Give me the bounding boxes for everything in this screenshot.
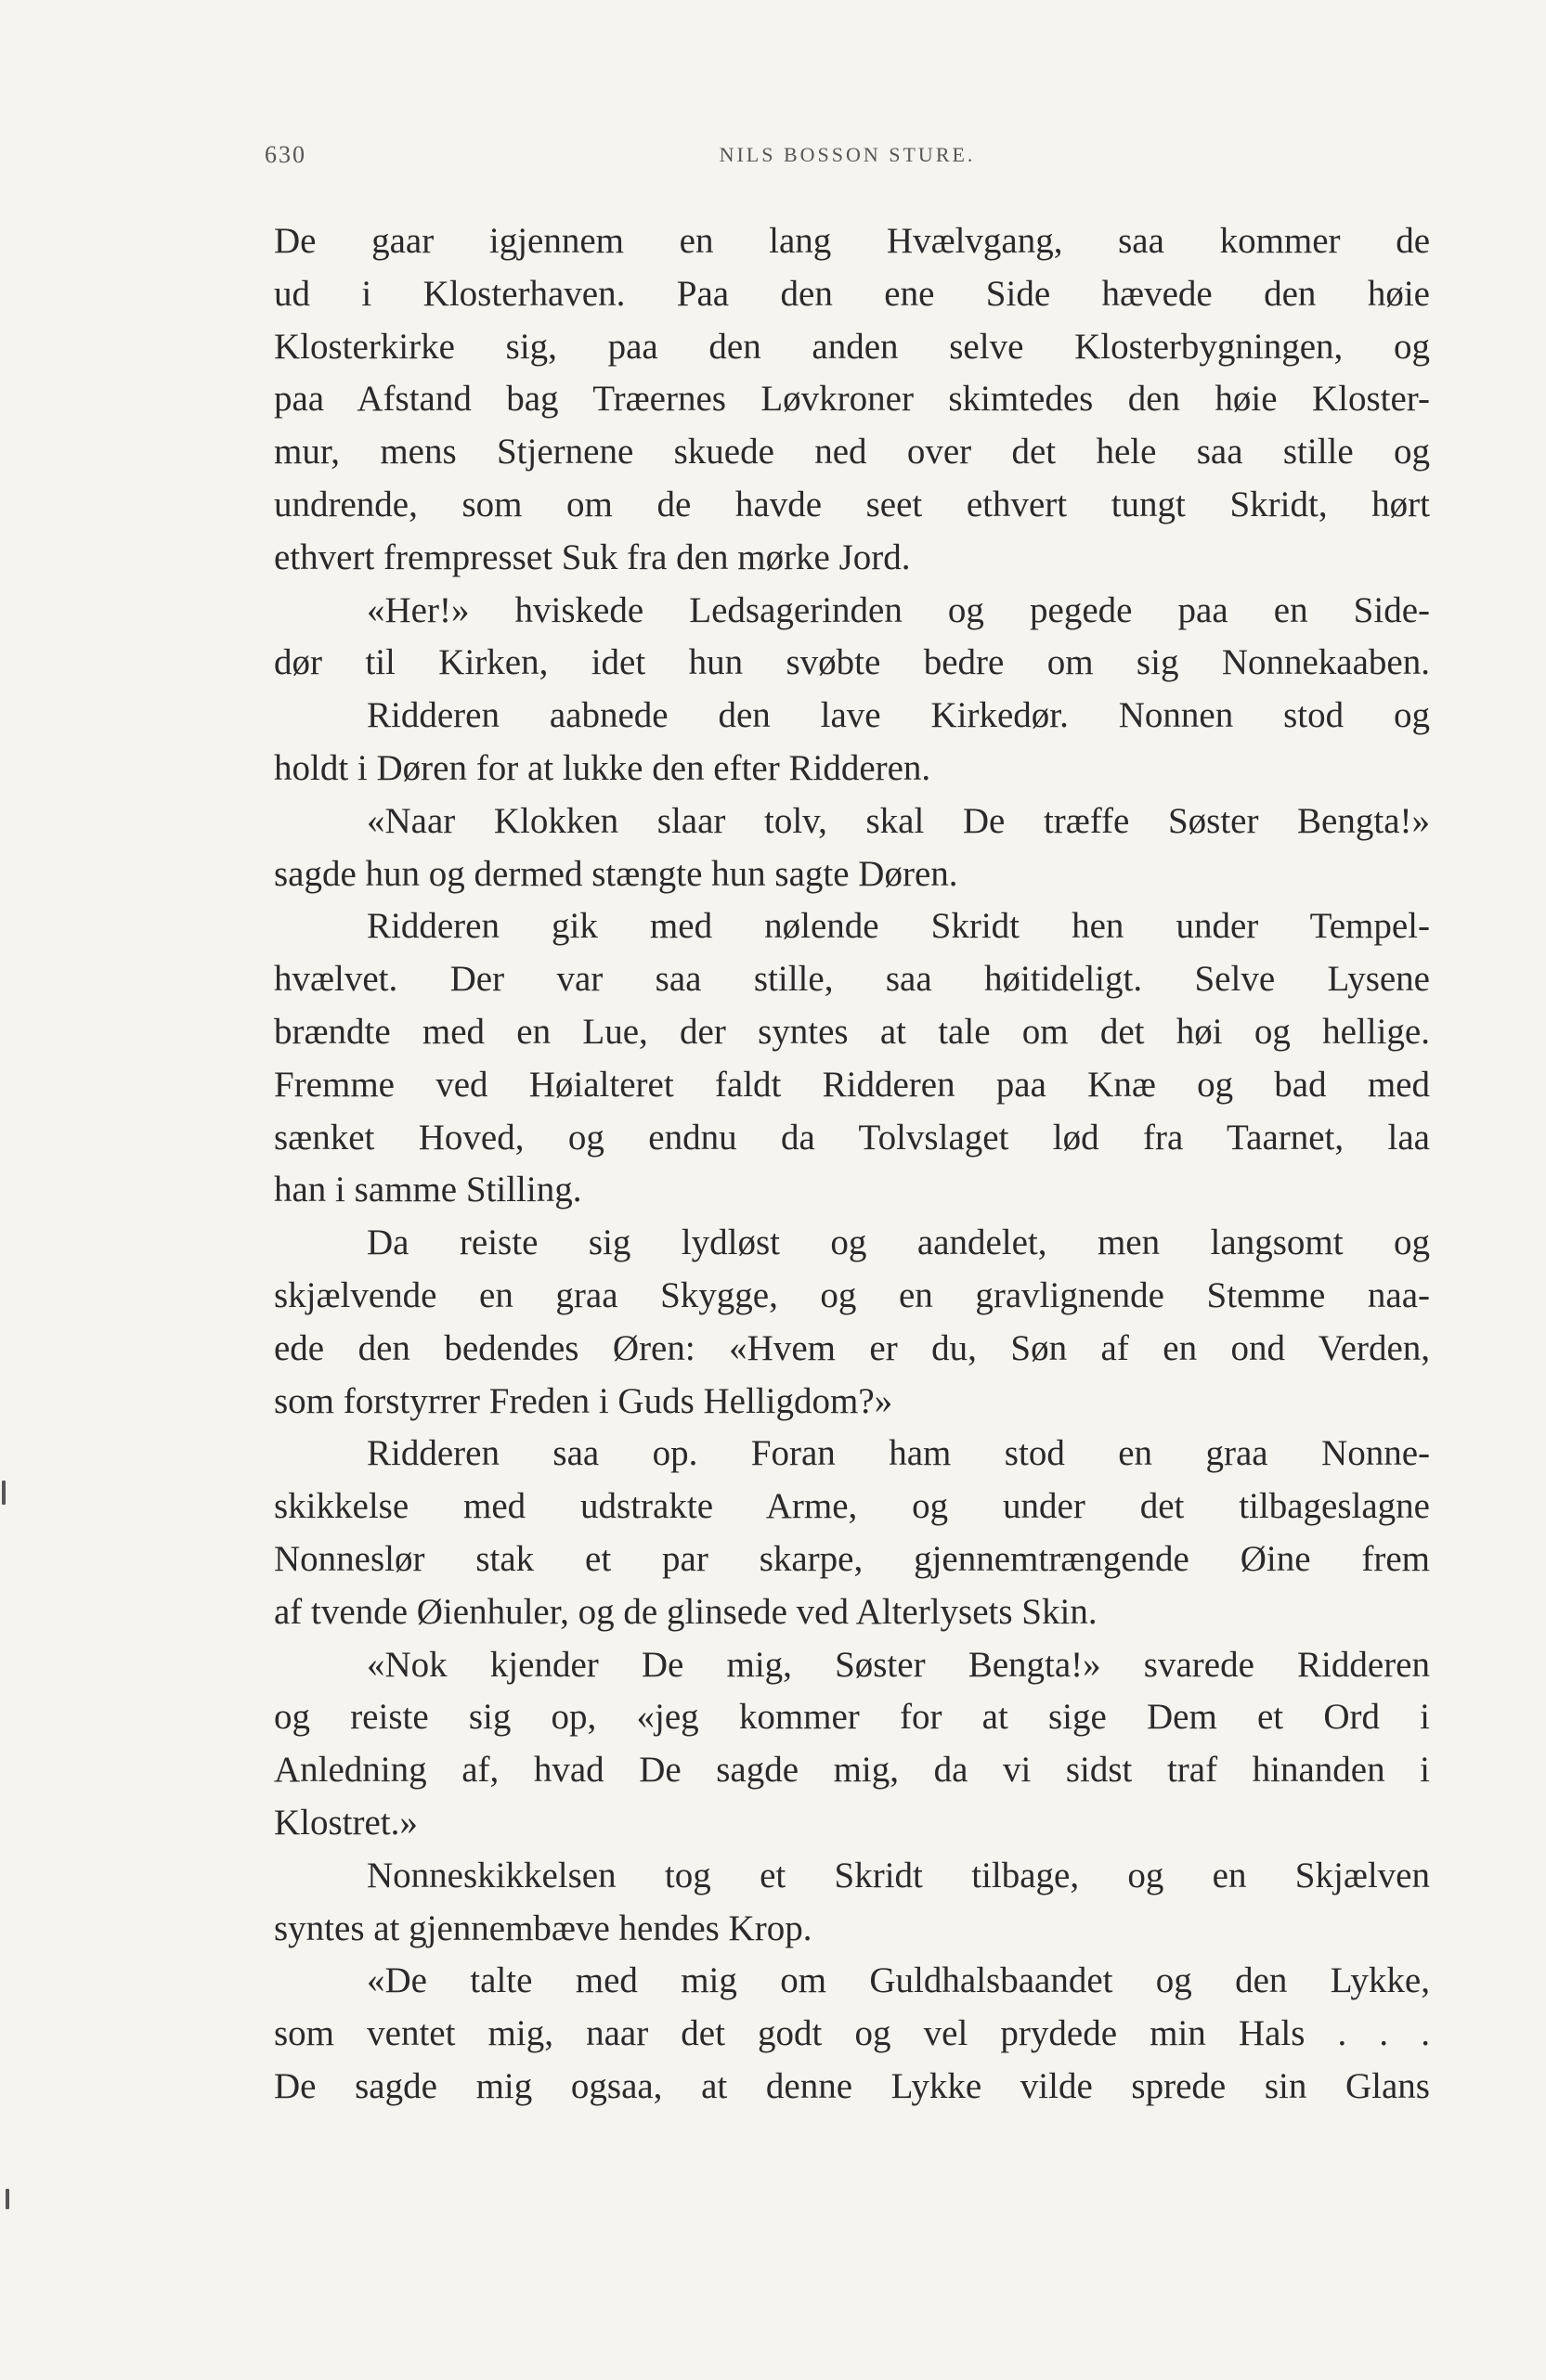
text-line: dør til Kirken, idet hun svøbte bedre om sig Nonnekaaben.: [274, 642, 1430, 683]
running-title: NILS BOSSON STURE.: [719, 143, 976, 166]
text-line: skikkelse med udstrakte Arme, og under det tilbageslagne: [274, 1486, 1430, 1527]
text-line: De sagde mig ogsaa, at denne Lykke vilde sprede sin Glans: [274, 2065, 1430, 2106]
scan-mark: [2, 1481, 6, 1505]
text-line: skjælvende en graa Skygge, og en gravlignende Stemme naa-: [274, 1274, 1430, 1315]
text-line: holdt i Døren for at lukke den efter Ridderen.: [274, 747, 931, 788]
scan-mark: [6, 2189, 9, 2209]
text-line: mur, mens Stjernene skuede ned over det hele saa stille og: [274, 432, 1430, 472]
text-line: han i samme Stilling.: [274, 1170, 582, 1210]
text-line: syntes at gjennembæve hendes Krop.: [274, 1908, 812, 1948]
text-line: ud i Klosterhaven. Paa den ene Side hævede den høie: [274, 273, 1430, 314]
text-line: ede den bedendes Øren: «Hvem er du, Søn af en ond Verden,: [274, 1327, 1430, 1368]
text-line: Anledning af, hvad De sagde mig, da vi sidst traf hinanden i: [274, 1750, 1430, 1791]
body-text: [274, 215, 1430, 2114]
text-line: «Her!» hviskede Ledsagerinden og pegede paa en Side-: [367, 589, 1430, 630]
text-line: «De talte med mig om Guldhalsbaandet og den Lykke,: [367, 1960, 1430, 2001]
text-line: som forstyrrer Freden i Guds Helligdom?»: [274, 1380, 893, 1421]
text-line: hvælvet. Der var saa stille, saa høitideligt. Selve Lysene: [274, 959, 1430, 1000]
text-line: sagde hun og dermed stængte hun sagte Døren.: [274, 853, 958, 894]
text-line: «Nok kjender De mig, Søster Bengta!» svarede Ridderen: [367, 1644, 1430, 1685]
text-line: De gaar igjennem en lang Hvælvgang, saa kommer de: [274, 221, 1430, 261]
text-line: Klostret.»: [274, 1802, 418, 1843]
text-line: paa Afstand bag Træernes Løvkroner skimtedes den høie Kloster-: [274, 379, 1430, 420]
text-line: Nonneslør stak et par skarpe, gjennemtrængende Øine frem: [274, 1538, 1430, 1579]
text-line: Nonneskikkelsen tog et Skridt tilbage, og en Skjælven: [367, 1855, 1430, 1895]
text-line: undrende, som om de havde seet ethvert tungt Skridt, hørt: [274, 484, 1430, 524]
text-line: Ridderen gik med nølende Skridt hen under Tempel-: [367, 906, 1430, 947]
page-number: 630: [265, 141, 306, 168]
text-line: ethvert frempresset Suk fra den mørke Jord.: [274, 537, 911, 577]
text-line: og reiste sig op, «jeg kommer for at sige Dem et Ord i: [274, 1697, 1430, 1738]
text-line: Ridderen saa op. Foran ham stod en graa Nonne-: [367, 1433, 1430, 1474]
page-header: [265, 141, 1430, 178]
text-line: som ventet mig, naar det godt og vel prydede min Hals . . .: [274, 2013, 1430, 2054]
text-line: Klosterkirke sig, paa den anden selve Klosterbygningen, og: [274, 326, 1430, 367]
text-line: Da reiste sig lydløst og aandelet, men langsomt og: [367, 1222, 1430, 1263]
text-line: Fremme ved Høialteret faldt Ridderen paa Knæ og bad med: [274, 1064, 1430, 1105]
text-line: Ridderen aabnede den lave Kirkedør. Nonnen stod og: [367, 695, 1430, 736]
text-line: «Naar Klokken slaar tolv, skal De træffe Søster Bengta!»: [367, 800, 1430, 841]
text-line: af tvende Øienhuler, og de glinsede ved Alterlysets Skin.: [274, 1591, 1098, 1632]
text-line: sænket Hoved, og endnu da Tolvslaget lød fra Taarnet, laa: [274, 1117, 1430, 1158]
text-line: brændte med en Lue, der syntes at tale om det høi og hellige.: [274, 1011, 1430, 1052]
